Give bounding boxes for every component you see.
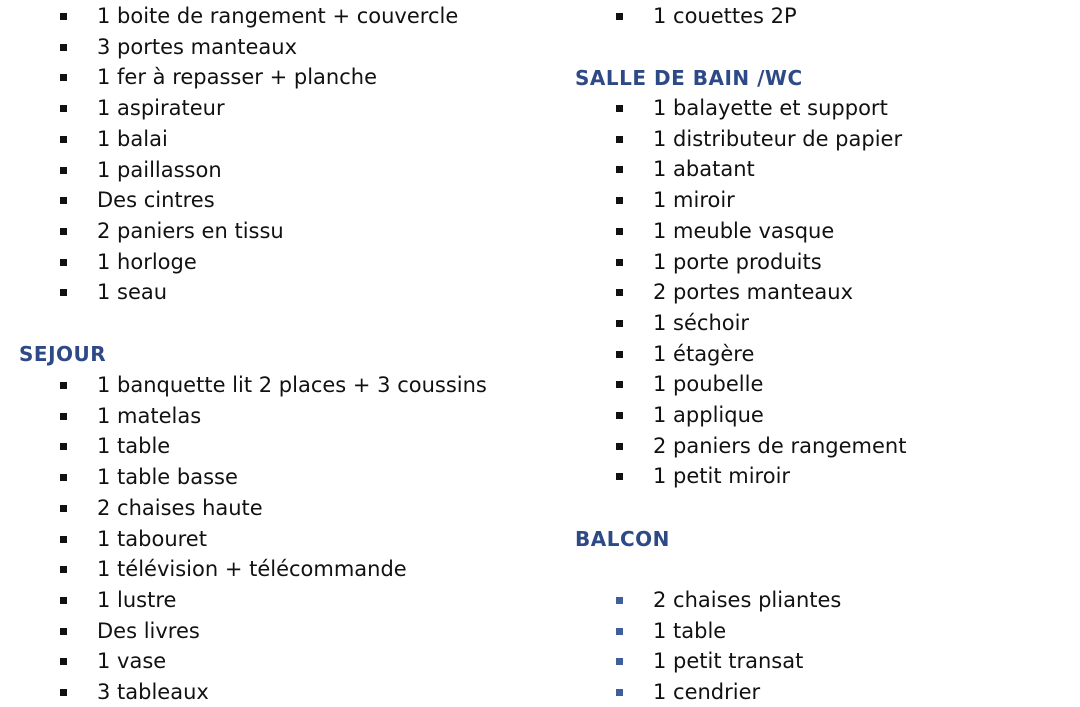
list-item-label: 1 miroir [653,188,735,213]
list-item-label: 1 matelas [97,403,202,428]
square-bullet-icon [60,289,67,296]
square-bullet-icon [60,536,67,543]
list-item-label: 1 petit transat [653,649,804,674]
list-item-label: 1 tabouret [97,526,207,551]
square-bullet-icon [60,13,67,20]
section-title-salle-de-bain: SALLE DE BAIN /WC [575,66,803,90]
square-bullet-icon [616,689,623,696]
square-bullet-icon [616,197,623,204]
list-item [556,308,1080,338]
list-item-label: 1 petit miroir [653,464,791,489]
list-item [0,524,540,554]
list-item [0,185,540,215]
square-bullet-icon [616,166,623,173]
list-item-label: 1 lustre [97,587,177,612]
square-bullet-icon [616,259,623,266]
list-item-label: 1 abatant [653,157,755,182]
list-item-label: 1 seau [97,280,168,305]
list-item [556,646,1080,676]
list-item [0,431,540,461]
list-item-label: 1 porte produits [653,249,822,274]
square-bullet-icon [616,13,623,20]
list-item-label: 1 balai [97,126,168,151]
list-item [0,216,540,246]
list-item-label: 3 tableaux [97,680,209,704]
square-bullet-icon [616,473,623,480]
square-bullet-icon [616,136,623,143]
square-bullet-icon [60,505,67,512]
list-item [0,554,540,584]
square-bullet-icon [616,320,623,327]
section-title-balcon: BALCON [575,527,670,551]
list-item [556,216,1080,246]
list-item-label: 1 aspirateur [97,96,225,121]
list-item [556,154,1080,184]
list-item [0,493,540,523]
square-bullet-icon [60,197,67,204]
list-item-label: 1 cendrier [653,680,761,705]
list-item [556,400,1080,430]
list-item-label: 1 fer à repasser + planche [97,65,377,90]
list-item [0,462,540,492]
square-bullet-icon [616,658,623,665]
square-bullet-icon [60,658,67,665]
list-item-label: 1 séchoir [653,310,750,335]
list-item-label: 1 table [97,434,171,459]
square-bullet-icon [60,689,67,696]
square-bullet-icon [616,228,623,235]
square-bullet-icon [616,381,623,388]
square-bullet-icon [60,136,67,143]
section-title-sejour: SEJOUR [19,342,107,366]
square-bullet-icon [60,382,67,389]
list-item [0,247,540,277]
list-item-label: 1 boite de rangement + couvercle [97,4,459,28]
list-item-label: 1 poubelle [653,372,764,397]
list-item [0,585,540,615]
list-item-label: 1 étagère [653,341,755,366]
square-bullet-icon [60,44,67,51]
list-item-label: 1 balayette et support [653,96,888,120]
list-item-label: 2 portes manteaux [653,280,854,305]
square-bullet-icon [60,597,67,604]
list-item [0,370,540,400]
square-bullet-icon [60,443,67,450]
list-item [0,93,540,123]
list-item-label: Des livres [97,618,200,643]
list-item-label: 1 couettes 2P [653,4,797,28]
list-item-label: 2 chaises haute [97,495,263,520]
square-bullet-icon [60,474,67,481]
list-item [556,124,1080,154]
square-bullet-icon [60,628,67,635]
square-bullet-icon [616,351,623,358]
list-item [556,369,1080,399]
list-item [0,646,540,676]
list-item [556,247,1080,277]
square-bullet-icon [60,413,67,420]
list-item-label: 1 applique [653,403,764,427]
list-item-label: 1 meuble vasque [653,218,835,243]
list-item [0,277,540,307]
list-item-label: 1 vase [97,649,167,674]
list-item [556,677,1080,707]
list-item [0,124,540,154]
square-bullet-icon [60,167,67,174]
list-item [0,1,540,31]
square-bullet-icon [60,228,67,235]
list-item-label: 2 paniers en tissu [97,218,284,243]
list-item [556,431,1080,461]
list-item [556,1,1080,31]
list-item-label: 1 horloge [97,249,197,274]
square-bullet-icon [616,105,623,112]
square-bullet-icon [616,628,623,635]
list-item-label: 1 banquette lit 2 places + 3 coussins [97,373,487,397]
square-bullet-icon [60,259,67,266]
list-item [556,277,1080,307]
list-item [556,185,1080,215]
square-bullet-icon [60,566,67,573]
square-bullet-icon [616,412,623,419]
list-item [556,339,1080,369]
list-item-label: 1 distributeur de papier [653,126,903,151]
list-item-label: 1 table [653,618,727,643]
list-item [0,677,540,707]
list-item [556,93,1080,123]
square-bullet-icon [60,74,67,81]
list-item [556,461,1080,491]
list-item-label: Des cintres [97,188,215,213]
list-item-label: 1 télévision + télécommande [97,557,407,582]
square-bullet-icon [60,105,67,112]
list-item-label: 1 table basse [97,465,238,490]
list-item-label: 3 portes manteaux [97,34,298,59]
list-item [0,62,540,92]
list-item [556,616,1080,646]
square-bullet-icon [616,597,623,604]
square-bullet-icon [616,443,623,450]
list-item-label: 1 paillasson [97,157,222,182]
list-item [0,401,540,431]
list-item [556,585,1080,615]
list-item-label: 2 chaises pliantes [653,588,842,612]
list-item [0,616,540,646]
square-bullet-icon [616,289,623,296]
list-item [0,32,540,62]
list-item-label: 2 paniers de rangement [653,433,907,458]
list-item [0,155,540,185]
